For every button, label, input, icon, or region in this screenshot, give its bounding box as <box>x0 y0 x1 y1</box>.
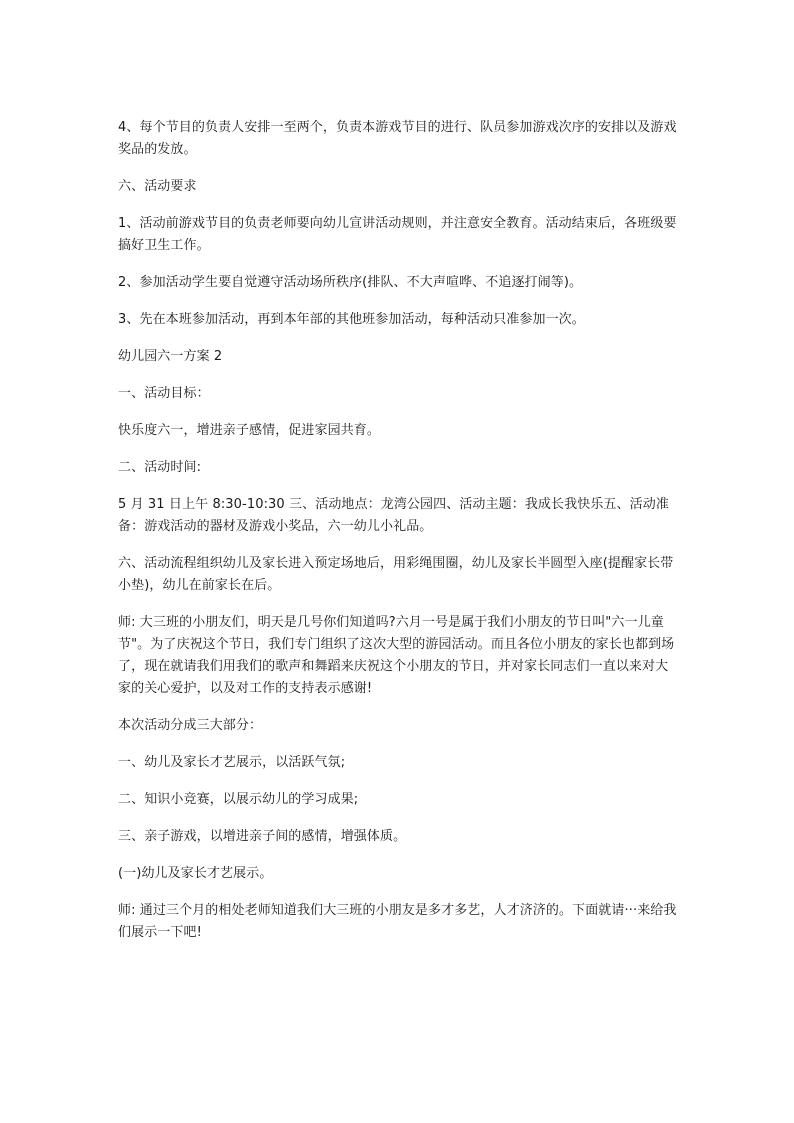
section-heading-goal: 一、活动目标： <box>118 386 210 401</box>
list-item-part-1: 一、幼儿及家长才艺展示，以活跃气氛; <box>118 755 346 770</box>
paragraph-time-location-theme: 5 月 31 日上午 8:30-10:30 三、活动地点：龙湾公园四、活动主题：我成长我快乐五、活动准备：游戏活动的器材及游戏小奖品，六一幼儿小礼品。 <box>118 497 669 534</box>
paragraph-requirement-2: 2、参加活动学生要自觉遵守活动场所秩序(排队、不大声喧哗、不追逐打闹等)。 <box>118 275 583 290</box>
list-item-part-2: 二、知识小竞赛，以展示幼儿的学习成果; <box>118 792 359 807</box>
document-body <box>118 117 678 959</box>
paragraph-teacher-speech-2: 师: 通过三个月的相处老师知道我们大三班的小朋友是多才多艺，人才济济的。下面就请···来给我们展示一下吧! <box>118 903 677 940</box>
list-item-part-3: 三、亲子游戏，以增进亲子间的感情，增强体质。 <box>118 829 407 844</box>
paragraph-requirement-1: 1、活动前游戏节目的负责老师要向幼儿宣讲活动规则，并注意安全教育。活动结束后，各班级要搞好卫生工作。 <box>118 216 677 253</box>
plan-title-2: 幼儿园六一方案 2 <box>118 349 223 364</box>
subsection-heading-talent-show: (一)幼儿及家长才艺展示。 <box>118 866 273 881</box>
section-heading-requirements: 六、活动要求 <box>118 179 197 194</box>
paragraph-goal: 快乐度六一，增进亲子感情，促进家园共育。 <box>118 423 381 438</box>
paragraph-requirement-3: 3、先在本班参加活动，再到本年部的其他班参加活动，每种活动只准参加一次。 <box>118 312 585 327</box>
paragraph-three-parts: 本次活动分成三大部分： <box>118 718 263 733</box>
section-heading-time: 二、活动时间: <box>118 460 202 475</box>
paragraph-process: 六、活动流程组织幼儿及家长进入预定场地后，用彩绳围圈，幼儿及家长半圆型入座(提醒家长带小垫)，幼儿在前家长在后。 <box>118 556 674 593</box>
paragraph-teacher-speech-1: 师: 大三班的小朋友们，明天是几号你们知道吗?六月一号是属于我们小朋友的节日叫"六一儿童节"。为了庆祝这个节日，我们专门组织了这次大型的游园活动。而且各位小朋友的家长也都到场了，现在就请我们用我们的歌声和舞蹈来庆祝这个小朋友的节日，并对家长同志们一直以来对大家的关心爱护，以及对工作的支持表示感谢! <box>118 615 675 696</box>
paragraph-item-4-responsibility: 4、每个节目的负责人安排一至两个，负责本游戏节目的进行、队员参加游戏次序的安排以及游戏奖品的发放。 <box>118 120 677 157</box>
